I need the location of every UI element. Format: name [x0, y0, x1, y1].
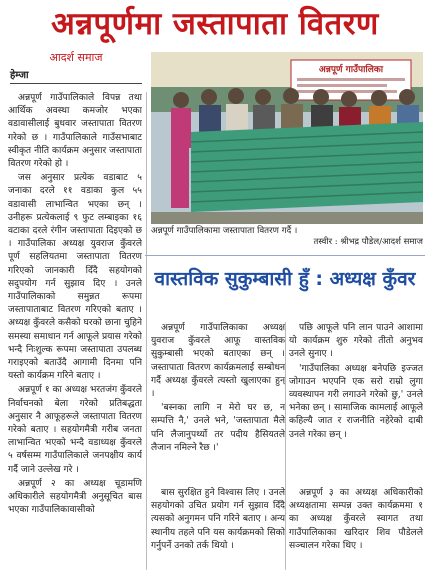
- paragraph: पछि आफूले पनि लान पाउने आशामा यो कार्यक्रम शुरु गरेको तीतो अनुभव उनले सुनाए ।: [289, 323, 423, 360]
- paragraph: अन्नपूर्ण गाउँपालिकाले विपन्न तथा आर्थिक अवस्था कमजोर भएका वडावासीलाई बुधवार जस्तापाता वितरण गरेको छ । गाउँपालिकाले गाउँसभाबाट स्वीकृत नीति कार्यक्रम अनुसार जस्तापाता वितरण गरेको हो ।: [8, 93, 142, 170]
- news-photo: [151, 52, 423, 224]
- paragraph: अन्नपूर्ण २ का अध्यक्ष चूडामणि अधिकारीले सहयोगमैत्री अनुसूचित बास भएका गाउँपालिकावासीको: [8, 478, 142, 516]
- article-column-left: [8, 92, 142, 570]
- paragraph: बास सुरक्षित हुने विश्वास लिए । उनले सहयोगको उचित प्रयोग गर्न सुझाव दिँदै त्यसको अनुगमन पनि गरिने बताए । अन्य स्थानीय तहले पनि यस कार्यक्रमको सिको गर्नुपर्ने उनको तर्क थियो ।: [151, 488, 285, 551]
- byline-rule: [10, 83, 142, 84]
- paragraph: जस अनुसार प्रत्येक वडाबाट ५ जनाका दरले ११ वडाका कुल ५५ वडावासी लाभान्वित भएका छन् । उनीहरू प्रत्येकलाई ९ फुट लम्बाइका १६ वटाका दरले रंगीन जस्तापाता दिइएको छ । गाउँपालिका अध्यक्ष युवराज कुँवरले पूर्ण सहलियतमा जस्तापाता वितरण गरिएको जानकारी दिँदै सहयोगको सदुपयोग गर्न सुझाव दिए । उनले गाउँपालिकाको समुन्नत रूपमा जस्तापाताबाट वितरण गरिएको बताए । अध्यक्ष कुँवरले कसैको घरको छाना चुहिने समस्या समाधान गर्न आफूले प्रयास गरेको भन्दै निःशुल्क रूपमा जस्तापाता उपलब्ध गराइएको बताउँदै आगामी दिनमा पनि यस्तो कार्यक्रम गरिने बताए ।: [8, 173, 142, 382]
- paragraph: अन्नपूर्ण ३ का अध्यक्ष अधिकारीको अध्यक्षतामा सम्पन्न उक्त कार्यक्रममा १ का अध्यक्ष कुँवरले स्वागत तथा गाउँपालिकाका खरिदार शिव पौडेलले सञ्चालन गरेका थिए ।: [289, 488, 423, 551]
- paragraph: 'बस्नका लागि न मेरो घर छ, न सम्पत्ति नै,' उनले भने, 'जस्तापाता मैले पनि लैजानुपर्थ्यो तर पदीय हैसियतले लैजान नमिल्ने रैछ ।': [151, 403, 285, 453]
- paragraph: अन्नपूर्ण गाउँपालिकाका अध्यक्ष युवराज कुँवरले आफू वास्तविक सुकुम्बासी भएको बताएका छन् । जस्तापाता वितरण कार्यक्रमलाई सम्बोधन गर्दै अध्यक्ष कुँवरले त्यस्तो खुलाएका हुन् ।: [151, 323, 285, 400]
- sub-headline: वास्तविक सुकुम्बासी हुँ : अध्यक्ष कुँवर: [145, 255, 425, 302]
- photo-credit: तस्वीर : श्रीभद्र पौडेल/आदर्श समाज: [313, 237, 423, 247]
- paragraph: अन्नपूर्ण १ का अध्यक्ष भरतजंग कुँवरले निर्वाचनको बेला गरेको प्रतिबद्धता अनुसार नै आफूहरूले जस्तापाता वितरण गरेको बताए । सहयोगमैत्री गरीब जनता लाभान्वित भएको भन्दै वडाध्यक्ष कुँवरले ५ वर्षसम्म गाउँपालिकाले जनपक्षीय कार्य गर्दै जाने उल्लेख गरे ।: [8, 385, 142, 475]
- byline: [10, 50, 142, 84]
- photo-illustration: [151, 52, 423, 224]
- dateline-location: हेम्जा: [10, 70, 29, 81]
- article-column-middle-bottom: [151, 487, 285, 571]
- article-column-right-bottom: [289, 487, 423, 571]
- article-column-right: [289, 322, 423, 502]
- paragraph: 'गाउँपालिका अध्यक्ष बनेपछि इज्जत जोगाउन भएपनि एक सरो राम्रो लुगा व्यवस्थापन गरी लगाउने गरेको छु,' उनले भनेका छन् । सामाजिक कामलाई आफूले कहिल्यै जात र राजनीति नहेरेको दाबी उनले गरेका छन् ।: [289, 363, 423, 440]
- banner-text: अन्नपूर्ण गाउँपालिका: [318, 65, 384, 75]
- photo-caption-block: [151, 226, 423, 248]
- column-divider: [146, 92, 147, 570]
- source-label: आदर्श समाज: [49, 51, 103, 64]
- headline: अन्नपूर्णमा जस्तापाता वितरण: [51, 6, 379, 42]
- column-divider: [285, 322, 286, 570]
- article-column-middle: [151, 322, 285, 502]
- photo-caption: अन्नपूर्ण गाउँपालिकामा जस्तापाता वितरण गर्दै ।: [151, 226, 298, 236]
